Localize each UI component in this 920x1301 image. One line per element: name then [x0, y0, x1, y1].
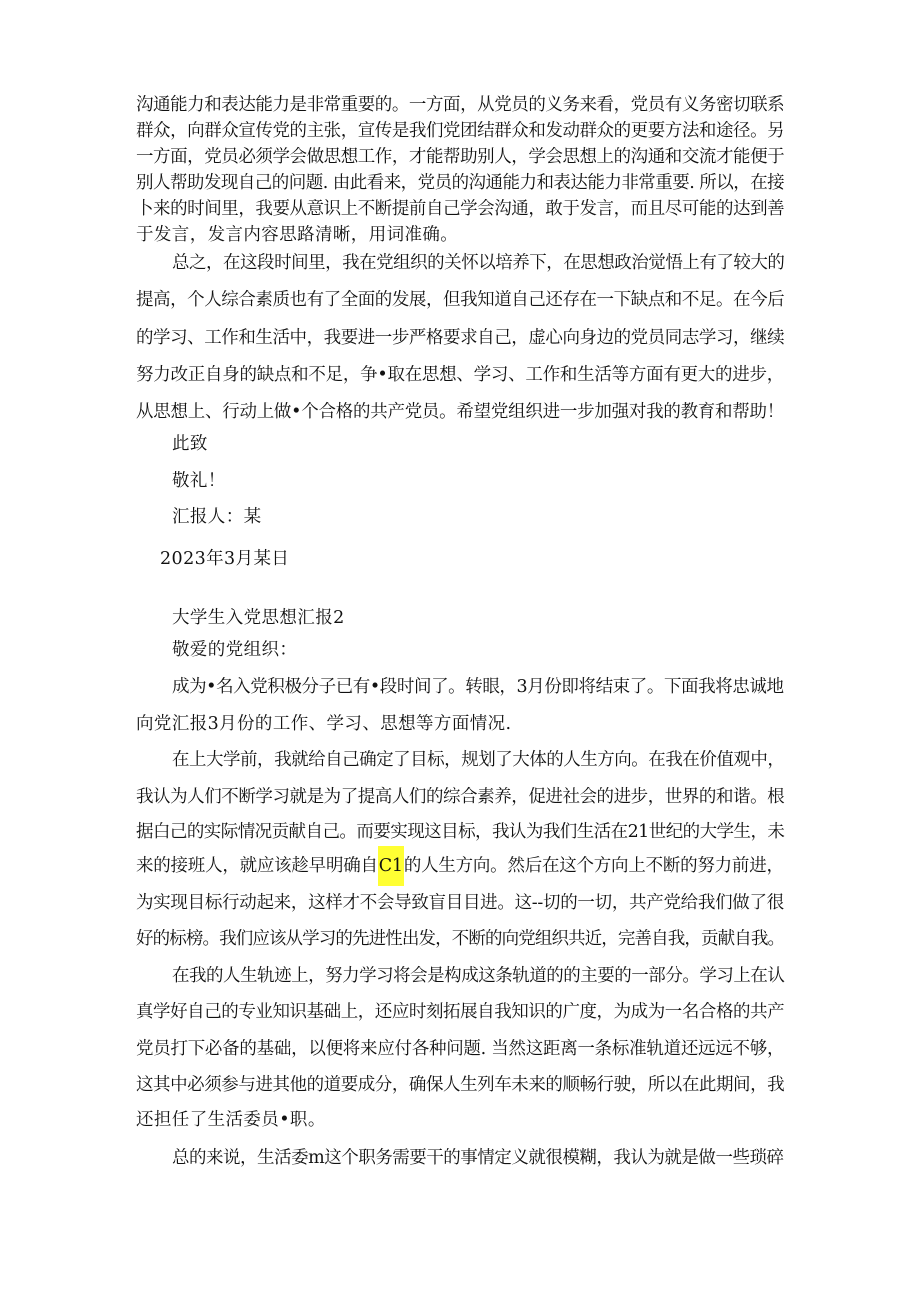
text-line: 这其中必须参与进其他的道要成分，确保人生列车未来的顺畅行驶，所以在此期间，我: [136, 1075, 785, 1095]
text-line: 我认为人们不断学习就是为了提高人们的综合素养，促进社会的进步，世界的和谐。根: [136, 787, 785, 807]
text-line: 据白己的实际情况贡献自己。而要实现这目标，我认为我们生活在21世纪的大学生，未: [136, 822, 785, 842]
text-line: 努力改正自身的缺点和不足，争•取在思想、学习、工作和生活等方面有更大的进步，: [136, 365, 785, 385]
text-line: 好的标榜。我们应该从学习的先进性出发，不断的向党组织共近，完善自我，贡献自我。: [136, 929, 785, 949]
text-line: 在我的人生轨迹上，努力学习将会是构成这条轨道的的主要的一部分。学习上在认: [172, 966, 785, 986]
document-body: [136, 0, 784, 1301]
text-line: 卜来的时间里，我要从意识上不断提前自己学会沟通，敢于发言，而且尽可能的达到善: [136, 199, 785, 219]
text-line: 真学好自己的专业知识基础上，还应时刻拓展自我知识的广度，为成为一名合格的共产: [136, 1002, 785, 1022]
text-line: 从思想上、行动上做•个合格的共产党员。希望党组织进一步加强对我的教育和帮助！: [136, 402, 785, 422]
text-segment: 的人生方向。然后在这个方向上不断的努力前进，: [403, 856, 784, 876]
text-line: 一方面，党员必须学会做思想工作，才能帮助别人，学会思想上的沟通和交流才能便于: [136, 147, 785, 167]
report-date: 2023年3月某日: [160, 549, 290, 569]
reporter-signature: 汇报人：某: [172, 507, 262, 527]
closing-regards: 敬礼！: [172, 471, 226, 491]
text-line: 于发言，发言内容思路清晰，用词准确。: [136, 225, 459, 245]
text-line: 在上大学前，我就给自己确定了目标，规划了大体的人生方向。在我在价值观中，: [172, 750, 785, 770]
text-line: 提高，个人综合素质也有了全面的发展，但我知道自己还存在一下缺点和不足。在今后: [136, 290, 785, 310]
text-line: 总之，在这段时间里，我在党组织的关怀以培养下，在思想政治觉悟上有了较大的: [172, 253, 785, 273]
highlighted-text: C1: [378, 846, 404, 886]
text-line: [136, 846, 784, 886]
closing-salutation: 此致: [172, 434, 208, 454]
text-line: 总的来说，生活委m这个职务需要干的事情定义就很模糊，我认为就是做一些琐碎: [172, 1148, 784, 1168]
text-line: 向党汇报3月份的工作、学习、思想等方面情况.: [136, 714, 512, 734]
text-line: 党员打下必备的基础，以便将来应付各种问题. 当然这距离一条标准轨道还远远不够，: [136, 1039, 785, 1059]
text-line: 沟通能力和表达能力是非常重要的。一方面，从党员的义务来看，党员有义务密切联系: [136, 95, 785, 115]
text-line: 群众，向群众宣传党的主张，宣传是我们党团结群众和发动群众的更要方法和途径。另: [136, 121, 785, 141]
salutation: 敬爱的党组织：: [172, 640, 298, 660]
text-line: 的学习、工作和生活中，我要进一步严格要求自己，虚心向身边的党员同志学习，继续: [136, 328, 785, 348]
text-line: 为实现目标行动起来，这样才不会导致盲目目进。这--切的一切，共产党给我们做了很: [136, 893, 784, 913]
text-line: 别人帮助发现自己的问题. 由此看来，党员的沟通能力和表达能力非常重要. 所以，在接: [136, 173, 785, 193]
text-segment: 来的接班人，就应该趁早明确自: [136, 856, 378, 876]
text-line: 还担任了生活委员•职。: [136, 1110, 326, 1130]
section-title: 大学生入党思想汇报2: [172, 608, 345, 628]
text-line: 成为•名入党积极分子已有•段时间了。转眼，3月份即将结束了。下面我将忠诚地: [172, 677, 784, 697]
